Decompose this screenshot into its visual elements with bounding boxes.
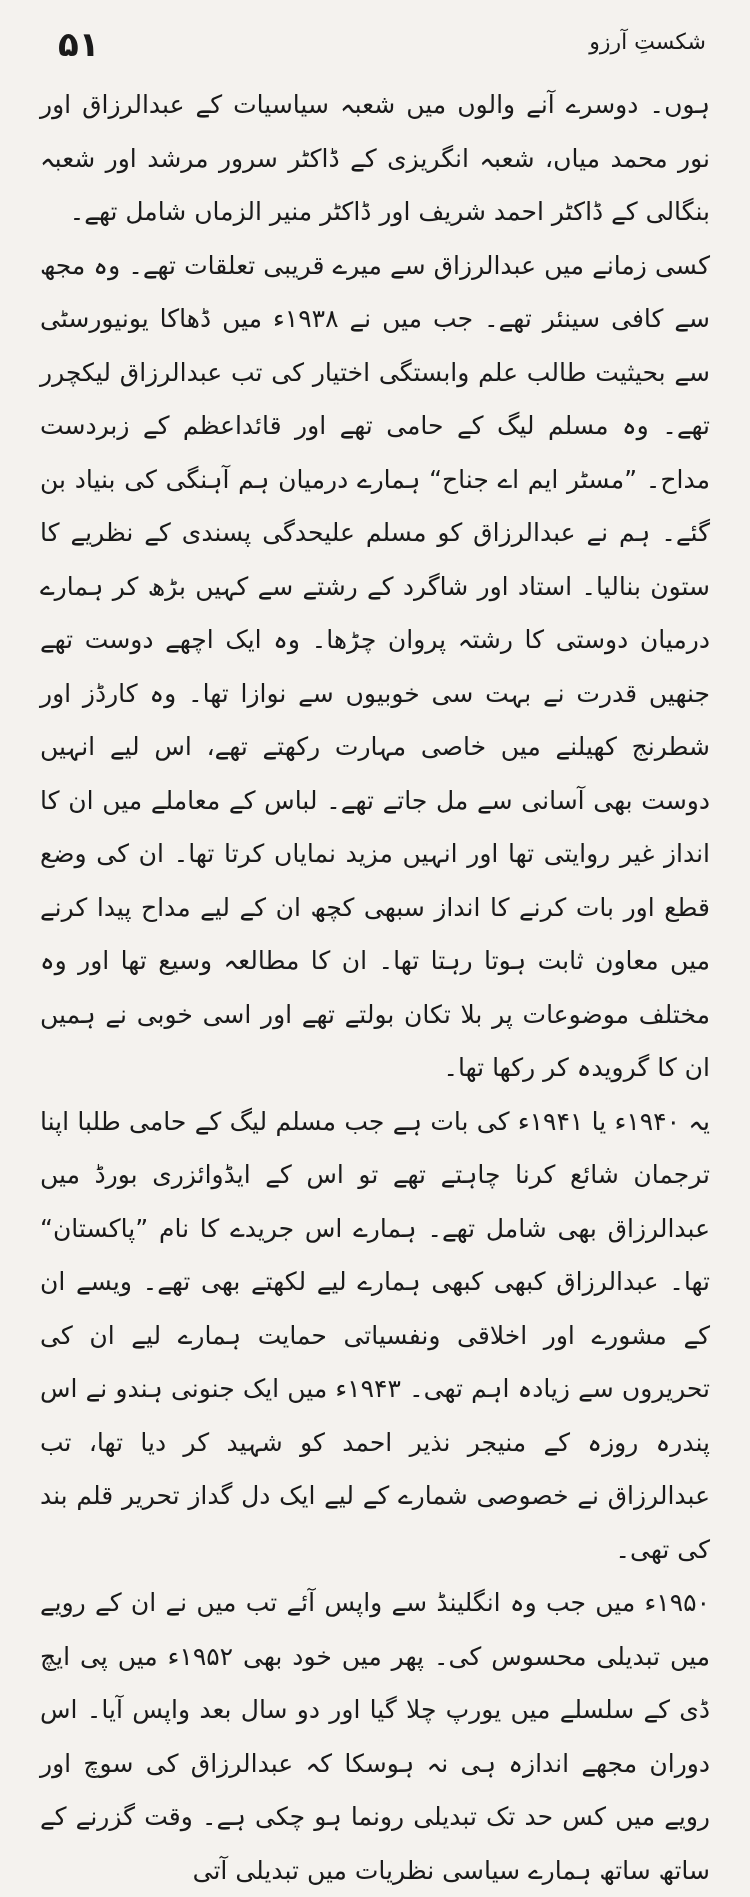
paragraph-4: ۱۹۵۰ء میں جب وہ انگلینڈ سے واپس آئے تب میں نے ان کے رویے میں تبدیلی محسوس کی۔ پھر میں خود بھی ۱۹۵۲ء میں پی ایچ ڈی کے سلسلے میں یورپ چلا گیا اور دو سال بعد واپس آیا۔ اس دوران مجھے اندازہ ہی نہ ہوسکا کہ عبدالرزاق کی سوچ اور رویے میں کس حد تک تبدیلی رونما ہو چکی ہے۔ وقت گزرنے کے ساتھ ساتھ ہمارے سیاسی نظریات میں تبدیلی آتی xyxy=(40,1588,711,1885)
page-body xyxy=(40,78,710,1897)
paragraph-3: یہ ۱۹۴۰ء یا ۱۹۴۱ء کی بات ہے جب مسلم لیگ کے حامی طلبا اپنا ترجمان شائع کرنا چاہتے تھے تو اس کے ایڈوائزری بورڈ میں عبدالرزاق بھی شامل تھے۔ ہمارے اس جریدے کا نام ”پاکستان“ تھا۔ عبدالرزاق کبھی کبھی ہمارے لیے لکھتے بھی تھے۔ ویسے ان کے مشورے اور اخلاقی ونفسیاتی حمایت ہمارے لیے ان کی تحریروں سے زیادہ اہم تھی۔ ۱۹۴۳ء میں ایک جنونی ہندو نے اس پندرہ روزہ کے منیجر نذیر احمد کو شہید کر دیا تھا، تب عبدالرزاق نے خصوصی شمارے کے لیے ایک دل گداز تحریر قلم بند کی تھی۔ xyxy=(40,1106,710,1564)
paragraph-2: کسی زمانے میں عبدالرزاق سے میرے قریبی تعلقات تھے۔ وہ مجھ سے کافی سینئر تھے۔ جب میں نے ۱۹۳۸ء میں ڈھاکا یونیورسٹی سے بحیثیت طالب علم وابستگی اختیار کی تب عبدالرزاق لیکچرر تھے۔ وہ مسلم لیگ کے حامی تھے اور قائداعظم کے زبردست مداح۔ ”مسٹر ایم اے جناح“ ہمارے درمیان ہم آہنگی کی بنیاد بن گئے۔ ہم نے عبدالرزاق کو مسلم علیحدگی پسندی کے نظریے کا ستون بنالیا۔ استاد اور شاگرد کے رشتے سے کہیں بڑھ کر ہمارے درمیان دوستی کا رشتہ پروان چڑھا۔ وہ ایک اچھے دوست تھے جنھیں قدرت نے بہت سی خوبیوں سے نوازا تھا۔ وہ کارڈز اور شطرنج کھیلنے میں خاصی مہارت رکھتے تھے، اس لیے انہیں دوست بھی آسانی سے مل جاتے تھے۔ لباس کے معاملے میں ان کا انداز غیر روایتی تھا اور انہیں مزید نمایاں کرتا تھا۔ ان کی وضع قطع اور بات کرنے کا انداز سبھی کچھ ان کے لیے مداح پیدا کرنے میں معاون ثابت ہوتا رہتا تھا۔ ان کا مطالعہ وسیع تھا اور وہ مختلف موضوعات پر بلا تکان بولتے تھے اور اسی خوبی نے ہمیں ان کا گرویدہ کر رکھا تھا۔ xyxy=(40,250,710,1082)
paragraph-1: ہوں۔ دوسرے آنے والوں میں شعبہ سیاسیات کے عبدالرزاق اور نور محمد میاں، شعبہ انگریزی کے ڈاکٹر سرور مرشد اور شعبہ بنگالی کے ڈاکٹر احمد شریف اور ڈاکٹر منیر الزماں شامل تھے۔ xyxy=(40,90,710,226)
page-header xyxy=(40,22,710,68)
page-number: ۵۱ xyxy=(58,25,100,65)
book-title: شکستِ آرزو xyxy=(589,30,706,55)
